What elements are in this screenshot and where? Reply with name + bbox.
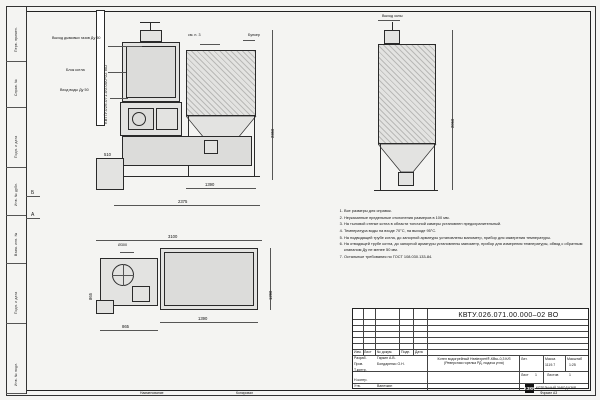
kopiroval-label: Копировал (236, 391, 253, 395)
margin-label-3: Инв. № дубл. (14, 182, 18, 206)
note-item: 7. Остальные требования по ГОСТ 108.030.133-84. (344, 254, 583, 260)
val-massa: 1119.7 (545, 363, 556, 367)
dim-height-2350: 2350 (270, 128, 275, 138)
label-ash-outlet: Выход золы (382, 14, 403, 18)
role-1: Пров. (354, 362, 364, 366)
dim-plan-865a: 865 (88, 293, 93, 300)
base-frame (122, 136, 252, 166)
designation: КВТУ.026.071.00.000–02 ВО (458, 312, 559, 319)
dim-width-1390: 1390 (205, 182, 215, 187)
dim-plan-1390: 1390 (198, 316, 208, 321)
bunker-body (186, 50, 256, 116)
label-boiler-block: Блок котла (66, 68, 85, 72)
note-item: 2. Неуказанные предельные отклонения размеров в 100 мм. (344, 215, 583, 221)
plan-bunker-inner (164, 252, 254, 306)
margin-label-5: Подп. и дата (14, 291, 18, 314)
label-bunker: Бункер (248, 33, 260, 37)
margin-label-4: Взам. инв. № (14, 232, 18, 256)
plan-feeder (132, 286, 150, 302)
boiler-block-inner (126, 46, 176, 98)
margin-label-2: Подп. и дата (14, 135, 18, 158)
plan-ash-box (96, 300, 114, 314)
ash-box (96, 158, 124, 190)
drawing-code: КВТ/У.026.071.00.000-02 ВО (103, 64, 108, 124)
dim-plan-3100: 3100 (168, 234, 178, 239)
value-sheets: 1 (569, 373, 571, 377)
dim-510: 510 (104, 152, 111, 157)
margin-label-1: Справ. № (14, 79, 18, 96)
margin-label-0: Перв. примен. (14, 26, 18, 52)
label-water-inlet: Вход воды Ду 50 (60, 88, 89, 92)
label-sheets: Листов (547, 373, 559, 377)
dim-side-2060: 2060 (450, 118, 455, 128)
th-docum: № докум. (377, 349, 393, 354)
note-item: 4. Температура воды на входе 70°C, на выходе 95°C. (344, 228, 583, 234)
product-name: Котел водогрейный Heatexpert®-КВм–0,3 К/б (Реверсная горелка РД, подача угля) (437, 357, 511, 366)
side-body (378, 44, 436, 144)
dim-plan-1290: 1290 (268, 290, 273, 300)
note-item: 1. Все размеры для справок. (344, 208, 583, 214)
note-item: 5. На подводящей трубе котла, до запорной арматуры установлены манометр, прибор для измерения температуры. (344, 235, 583, 241)
name-5: Ванечкин (377, 384, 393, 388)
corner-mark-b: Б (31, 190, 35, 196)
company-mark: КЗКР (523, 386, 536, 391)
drive-motor (204, 140, 218, 154)
th-podp: Подп. (401, 349, 411, 354)
company-name: КОТЕЛЬНЫЙ ЗАВОД КЗКР (536, 385, 577, 390)
th-izm: Изм. (354, 349, 362, 354)
th-massa: Масса (545, 356, 556, 361)
role-2: Т.контр. (354, 368, 367, 372)
technical-notes (335, 208, 583, 260)
margin-label-6: Инв. № подл. (14, 362, 18, 386)
val-masshtab: 1:25 (569, 363, 576, 367)
side-flue-outlet (384, 30, 400, 44)
dim-total-2375: 2375 (178, 199, 188, 204)
label-diameter-300: Ø300 (118, 243, 128, 247)
role-4: Н.контр. (354, 378, 368, 382)
corner-mark-a: А (31, 212, 35, 218)
name-0: Гаркин А.В. (377, 356, 396, 360)
name-1: Бондаренко О.Н. (377, 362, 405, 366)
flue-outlet (140, 30, 162, 42)
note-item: 6. На отводящей трубе котла, до запорной арматуры установлены манометр, прибор для измерения температуры, обвод с обратным клапаном Ду не менее 50 мм. (344, 241, 583, 252)
role-5: Утв. (354, 384, 361, 388)
note-item: 3. На тыловой стенке котла в области топочной камеры установлен предохранительный. (344, 221, 583, 227)
label-flue-gas-outlet: Выход дымовых газов Ду 50 (52, 36, 101, 40)
dim-plan-865b: 865 (122, 324, 129, 329)
th-list: Лист (364, 349, 372, 354)
ash-outlet (398, 172, 414, 186)
th-masshtab: Масштаб (567, 356, 582, 361)
value-sheet: 1 (535, 373, 537, 377)
role-0: Разраб. (354, 356, 367, 360)
format-label: Формат А3 (540, 391, 558, 395)
th-lit: Лит. (521, 356, 528, 361)
label-sheet: Лист (521, 373, 529, 377)
feeder-unit (156, 108, 178, 130)
th-data: Дата (415, 349, 423, 354)
burner-port (132, 112, 146, 126)
title-block (352, 308, 589, 389)
label-see-item-3: см. п. 3 (188, 33, 201, 37)
naimenovanie-label: Наименование (140, 391, 164, 395)
